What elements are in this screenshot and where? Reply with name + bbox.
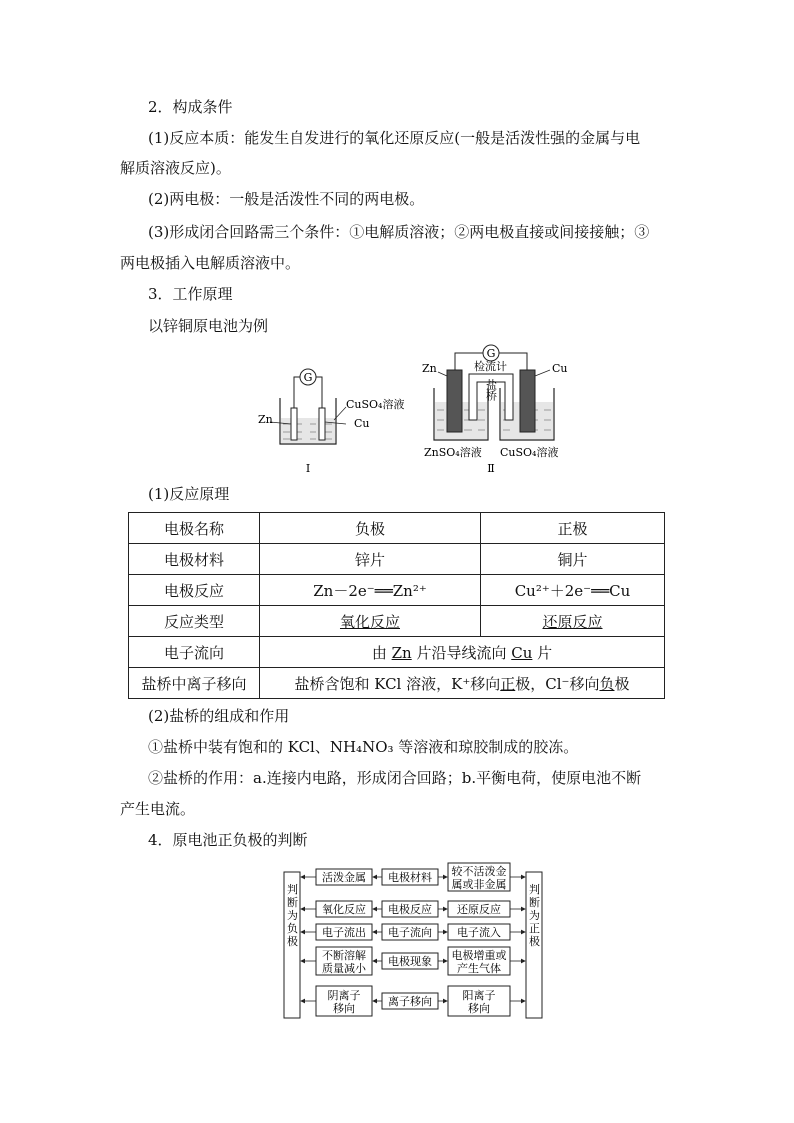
flow-left-4a: 阴离子 xyxy=(327,989,361,1002)
paragraph-3a: (3)形成闭合回路需三个条件：①电解质溶液；②两电极直接或间接接触；③ xyxy=(148,223,650,241)
table-row xyxy=(129,513,665,544)
subsection-1-title: (1)反应原理 xyxy=(148,485,230,503)
table-cell: 负极 xyxy=(260,513,481,544)
text-fragment: 盐桥含饱和 KCl 溶液，K⁺移向 xyxy=(294,674,501,693)
flow-center-2: 电子流向 xyxy=(388,926,432,939)
cell2-znso4-label: ZnSO₄溶液 xyxy=(424,446,482,459)
table-cell: 电极名称 xyxy=(129,513,260,544)
cell-one xyxy=(270,369,346,444)
underlined-answer: 负 xyxy=(599,674,615,693)
text-fragment: 由 xyxy=(371,643,392,662)
table-cell: 反应类型 xyxy=(129,606,260,637)
positive-judgement-label: 判断为正极 xyxy=(527,883,541,949)
flow-right-4a: 阳离子 xyxy=(462,989,496,1002)
zn-electrode xyxy=(291,408,297,440)
cell2-g-label: G xyxy=(486,347,496,360)
salt-bridge-paragraph-2a: ②盐桥的作用：a.连接内电路，形成闭合回路；b.平衡电荷，使原电池不断 xyxy=(148,769,642,787)
cell1-zn-label: Zn xyxy=(258,413,273,426)
cell2-caption: Ⅱ xyxy=(487,462,495,475)
cu-electrode xyxy=(319,408,325,440)
table-cell xyxy=(260,637,665,668)
cu-electrode xyxy=(520,370,535,432)
cell2-cuso4-label: CuSO₄溶液 xyxy=(500,446,559,459)
cell2-zn-label: Zn xyxy=(422,362,437,375)
cell1-caption: Ⅰ xyxy=(305,462,311,475)
table-cell: Zn－2e⁻══Zn²⁺ xyxy=(260,575,481,606)
paragraph-1a: (1)反应本质：能发生自发进行的氧化还原反应(一般是活泼性强的金属与电 xyxy=(148,129,641,147)
flow-right-3a: 电极增重或 xyxy=(451,949,507,962)
table-row xyxy=(129,606,665,637)
paragraph-3b: 两电极插入电解质溶液中。 xyxy=(120,254,301,272)
underlined-answer: 氧化反应 xyxy=(339,612,400,631)
table-cell: 电极材料 xyxy=(129,544,260,575)
table-cell: 盐桥中离子移向 xyxy=(129,668,260,699)
cell1-g-label: G xyxy=(303,371,313,384)
cell1-cu-label: Cu xyxy=(354,417,370,430)
flow-right-1: 还原反应 xyxy=(457,903,501,916)
cell2-galvanometer-label: 检流计 xyxy=(474,360,507,373)
salt-bridge-paragraph-1: ①盐桥中装有饱和的 KCl、NH₄NO₃ 等溶液和琼胶制成的胶冻。 xyxy=(148,738,579,756)
table-row xyxy=(129,575,665,606)
cell2-bridge-label: 盐桥 xyxy=(484,379,498,401)
table-cell xyxy=(481,606,665,637)
flow-left-1: 氧化反应 xyxy=(322,903,366,916)
flow-left-2: 电子流出 xyxy=(322,926,366,939)
table-row xyxy=(129,668,665,699)
salt-bridge-paragraph-2b: 产生电流。 xyxy=(120,800,196,818)
reaction-table xyxy=(128,512,665,699)
text-fragment: 片沿导线流向 xyxy=(411,643,512,662)
flow-center-3: 电极现象 xyxy=(388,955,432,968)
subsection-2-title: (2)盐桥的组成和作用 xyxy=(148,707,290,725)
table-cell: 正极 xyxy=(481,513,665,544)
section-2-title: 2．构成条件 xyxy=(148,98,233,116)
section-4-title: 4．原电池正负极的判断 xyxy=(148,831,308,849)
cell1-cuso4-label: CuSO₄溶液 xyxy=(346,398,405,411)
table-cell: 锌片 xyxy=(260,544,481,575)
section-3-title: 3．工作原理 xyxy=(148,285,233,303)
flow-right-2: 电子流入 xyxy=(457,926,501,939)
flow-right-0a: 较不活泼金 xyxy=(451,865,507,878)
flow-center-4: 离子移向 xyxy=(388,995,432,1008)
table-row xyxy=(129,637,665,668)
underlined-answer: 正 xyxy=(500,674,516,693)
underlined-answer: Zn xyxy=(391,643,412,662)
text-fragment: 片 xyxy=(532,643,553,662)
section-3-intro: 以锌铜原电池为例 xyxy=(148,317,269,335)
table-cell xyxy=(260,606,481,637)
flow-left-0: 活泼金属 xyxy=(322,871,366,884)
underlined-answer: 还原反应 xyxy=(542,612,603,631)
underlined-answer: Cu xyxy=(511,643,533,662)
electrode-judgement-flowchart xyxy=(280,860,550,1022)
negative-judgement-label: 判断为负极 xyxy=(285,883,299,949)
table-cell: Cu²⁺＋2e⁻══Cu xyxy=(481,575,665,606)
table-cell: 铜片 xyxy=(481,544,665,575)
cell2-cu-label: Cu xyxy=(552,362,568,375)
flow-left-3a: 不断溶解 xyxy=(322,949,366,962)
table-cell xyxy=(260,668,665,699)
flow-center-0: 电极材料 xyxy=(388,871,432,884)
zn-electrode xyxy=(447,370,462,432)
table-cell: 电极反应 xyxy=(129,575,260,606)
flow-left-4b: 移向 xyxy=(333,1002,355,1015)
text-fragment: 极，Cl⁻移向 xyxy=(515,674,600,693)
flow-left-3b: 质量减小 xyxy=(322,962,366,975)
flow-right-3b: 产生气体 xyxy=(457,962,501,975)
flow-right-4b: 移向 xyxy=(468,1002,490,1015)
galvanic-cell-figure xyxy=(250,340,580,480)
table-row xyxy=(129,544,665,575)
table-cell: 电子流向 xyxy=(129,637,260,668)
paragraph-2: (2)两电极：一般是活泼性不同的两电极。 xyxy=(148,190,425,208)
text-fragment: 极 xyxy=(614,674,630,693)
flow-center-1: 电极反应 xyxy=(388,903,432,916)
paragraph-1b: 解质溶液反应)。 xyxy=(120,159,231,177)
flow-right-0b: 属或非金属 xyxy=(451,878,507,891)
